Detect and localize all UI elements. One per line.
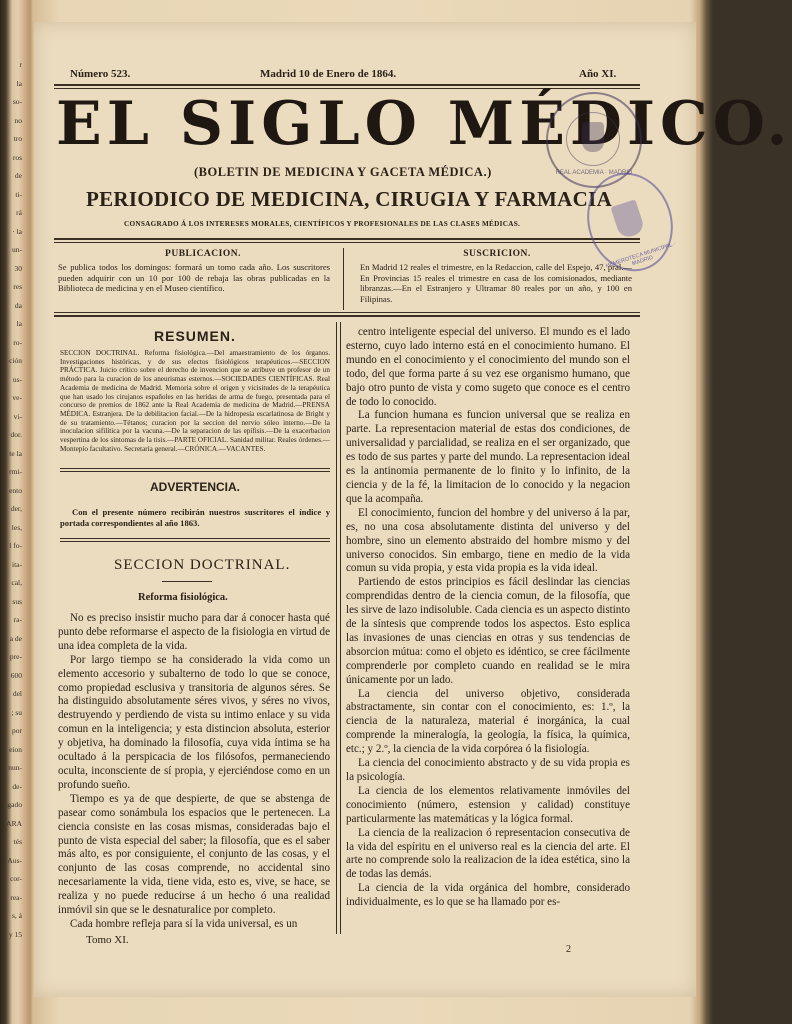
margin-fragment: 30: [14, 263, 22, 273]
margin-fragment: tés: [13, 837, 22, 846]
page-number: 2: [566, 944, 571, 955]
margin-fragment: s, á: [12, 911, 22, 920]
margin-fragment: l fo-: [9, 541, 22, 550]
margin-fragment: por: [12, 726, 22, 735]
margin-fragment: cor-: [10, 874, 22, 883]
margin-fragment: ento: [9, 485, 22, 495]
volume-label: Tomo XI.: [86, 934, 129, 946]
margin-fragment: y 15: [8, 929, 22, 939]
section-ornament: [162, 581, 212, 582]
margin-fragment: te la: [9, 448, 22, 458]
resumen-rule-2: [60, 471, 330, 472]
margin-fragment: les,: [11, 522, 22, 532]
issue-number: Número 523.: [70, 68, 131, 80]
issue-year: Año XI.: [579, 68, 617, 80]
paragraph: Tiempo es ya de que despierte, de que se abstenga de pasear como sonámbula los espacios que le pertenecen. La ciencia consiste en las cosas mismas, consideradas bajo el punto de vista especial del saber; la filosofía, que es el saber más alto, es por consiguiente, el conjunto de las cosas, y el conjunto de las cosas comprende, no accidental sino necesariamente la vida, tiene vida, esto es, vive, se hace, se realiza y no puede reducirse á un hecho ó una realidad inmóvil sin que se le desnaturalice por completo.: [58, 792, 330, 917]
masthead-title: EL SIGLO MÉDICO.: [56, 89, 792, 159]
margin-fragment: · la: [12, 226, 22, 236]
advertencia-text: Con el presente número recibirán nuestros suscritores el índice y portada correspondientes al año 1863.: [60, 507, 330, 528]
right-column-text: [346, 326, 630, 910]
margin-fragment: res: [13, 282, 22, 291]
margin-fragment: de-: [12, 781, 22, 791]
newspaper-page: [34, 22, 792, 997]
paragraph: La ciencia de la realizacion ó representacion consecutiva de la vida del espíritu en el universo real es la ciencia del arte. El arte no comprende solo la realizacion de la idea estética, sino la de todas las demás.: [346, 826, 630, 881]
margin-fragment: da: [14, 300, 22, 310]
margin-fragment: la: [16, 78, 22, 88]
margin-fragment: rá: [16, 208, 22, 217]
masthead-subtitle: (BOLETIN DE MEDICINA Y GACETA MÉDICA.): [194, 165, 492, 179]
margin-fragment: sus: [12, 596, 22, 606]
paragraph: Por largo tiempo se ha considerado la vida como un elemento accesorio y subalterno de todo lo que se conoce, como propiedad esclusiva y transitoria de algunos séres. Se ha distinguido absolutamente séres vivos, y séres no vivos, destruyendo y perdiendo de vista su intimo enlace y su vida comun en la inteligencia; y esta distincion absoluta, esterior y objetiva, ha dominado la filosofía, cuya vida íntima se ha ocultado á la perspicacia de los filósofos, permaneciendo oculta, inconsciente de sí propia, y ejerciéndose como en un profundo sueño.: [58, 653, 330, 791]
resumen-heading: RESUMEN.: [154, 328, 236, 344]
header-rule: [54, 84, 640, 86]
margin-fragment: eion: [9, 744, 22, 754]
margin-fragment: 600: [10, 670, 22, 680]
margin-fragment: ción: [9, 356, 22, 365]
margin-fragment: un-: [12, 245, 22, 254]
section-heading: SECCION DOCTRINAL.: [114, 557, 291, 573]
masthead-rule-thin: [54, 242, 640, 243]
margin-fragment: so-: [12, 97, 22, 106]
margin-fragment: no: [14, 115, 22, 125]
margin-fragment: ro-: [13, 337, 22, 347]
margin-fragment: dor.: [10, 430, 22, 439]
margin-fragment: tro: [13, 134, 22, 143]
margin-fragment: a de: [9, 633, 22, 643]
margin-fragment: ita-: [12, 559, 22, 569]
margin-fragment: Aus-: [7, 855, 22, 865]
advertencia-rule-2: [60, 541, 330, 542]
paragraph: La ciencia de la vida orgánica del hombre, considerado individualmente, es lo que se ha llamado por es-: [346, 882, 630, 909]
margin-fragment: rmi-: [9, 467, 22, 476]
box-bottom-rule-thick: [54, 315, 640, 317]
margin-fragment: ra-: [13, 615, 22, 624]
paragraph: Partiendo de estos principios es fácil deslindar las ciencias comprendidas dentro de la ciencia comun, de la filosofía, que les sirve de lazo indisoluble. Cada ciencia es un aspecto distinto de la síntesis que comprende todos los aspectos. Esto esplica las invasiones de unas ciencias en otras y sus tendencias de absorcion mútua: como el objeto es idéntico, se cree fácilmente comprenderle por completo cuando en realidad se le mira únicamente por un lado.: [346, 576, 630, 686]
margin-fragment: cal,: [11, 578, 22, 587]
article-title: Reforma fisiológica.: [138, 592, 228, 603]
margin-fragment: la: [16, 319, 22, 328]
paragraph: centro inteligente especial del universo. El mundo es el lado esterno, cuyo lado interno está en el conocimiento humano. El mundo en el conocimiento y el conocimiento del mundo son el todo, del que forma parte á su vez ese organismo humano, que bajo otro punto de vista y como sugeto que conoce es el centro de todo lo conocido.: [346, 326, 630, 408]
margin-fragment: r: [19, 60, 22, 69]
issue-date: Madrid 10 de Enero de 1864.: [260, 68, 397, 80]
margin-fragment: der,: [10, 504, 22, 513]
masthead-tagline: PERIODICO DE MEDICINA, CIRUGIA Y FARMACIA: [86, 187, 613, 211]
left-column-text: [58, 612, 330, 932]
resumen-text: SECCION DOCTRINAL. Reforma fisiológica.—Del amaestramiento de los órganos. Investigaciones históricas, y de sus efectos fisiológicos terapéuticos.—SECCION PRÁCTICA. Juicio crítico sobre el derecho de invencion que se atribuye un profesor de un método para la curacion de los aneurismas esternos.—SOCIEDADES CIENTÍFICAS. Real Academia de medicina de Madrid. Memoria sobre el origen y vicisitudes de la terapéutica que han usado los cirujanos españoles en las heridas de arma de fuego, presentada para el concurso de premios de 1862 ante la Real Academia de medicina de Madrid.—PRENSA MÉDICA. Estranjera. De la debilitacion facial.—De la hidropesía escarlatinosa de Bright y de su tratamiento.—Tétanos; curacion por la seccion del nervio sóleo interno.—De la inoculacion sifilítica por la vacuna.—De la separacion de las epífisis.—De la exacerbacion vespertina de los síntomas de la tisis.—PARTE OFICIAL. Sanidad militar. Reales órdenes.—Montepío facultativo. Secretaría general.—CRÓNICA.—VACANTES.: [60, 349, 330, 453]
paragraph: La funcion humana es funcion universal que se realiza en parte. La representacion material de estas dos condiciones, de universalidad y parcialidad, se realiza en el ser organizado, que es todo de sus partes y parte del mundo. La representacion ideal es la antinomia permanente de lo finito y lo infinito, de la ciencia y de la fé, la limitacion de lo conocido y la negacion que la acompaña.: [346, 409, 630, 505]
paragraph: El conocimiento, funcion del hombre y del universo á la par, es, no una cosa absolutamente distinta del universo y del hombre, sino un elemento abstraido del hombre mismo y del universo conocidos. Sin embargo, tiene en medio de la vida comun su vida propia, y esta vida propia es la vida ideal.: [346, 506, 630, 575]
column-divider-2: [340, 322, 341, 934]
margin-fragment: ti-: [15, 189, 22, 199]
masthead-rule: [54, 238, 640, 240]
publicacion-text: Se publica todos los domingos: formará un tomo cada año. Los suscritores pueden adquirir con un 10 por 100 de rebaja las obras publicadas en la Biblioteca de medicina y en el Museo científico.: [58, 262, 330, 293]
margin-fragment: ARA: [6, 818, 22, 828]
margin-fragment: vi-: [13, 411, 22, 421]
masthead-dedication: CONSAGRADO Á LOS INTERESES MORALES, CIENTÍFICOS Y PROFESIONALES DE LAS CLASES MÉDICAS.: [124, 220, 521, 228]
paragraph: Cada hombre refleja para sí la vida universal, es un: [70, 917, 298, 930]
paragraph: La ciencia de los elementos relativamente inmóviles del conocimiento (número, estension y calidad) constituye particularmente las matemáticas y la lógica formal.: [346, 784, 630, 825]
margin-fragment: de: [14, 171, 22, 180]
box-divider: [343, 248, 344, 310]
advertencia-heading: ADVERTENCIA.: [150, 480, 241, 494]
margin-fragment: rea-: [10, 892, 22, 902]
paragraph: La ciencia del universo objetivo, considerada abstractamente, sin contar con el conocimiento, es: 1.º, la ciencia de la naturaleza, material é inorgánica, la cual comprende la mineralogía, la geología, la física, la química, etc.; y 2.º, la ciencia de la vida corpórea ó la fisiología.: [346, 687, 630, 756]
publicacion-heading: PUBLICACION.: [165, 249, 241, 259]
paragraph: La ciencia del conocimiento abstracto y de su vida propia es la psicología.: [346, 757, 630, 783]
box-bottom-rule: [54, 312, 640, 313]
column-divider: [336, 322, 337, 934]
margin-fragment: nun-: [8, 763, 22, 772]
oval-stamp-text: HEMEROTECA MUNICIPAL · MADRID: [605, 241, 677, 270]
margin-fragment: us-: [12, 374, 22, 384]
round-stamp-text: REAL ACADEMIA · MADRID: [555, 170, 633, 176]
margin-fragment: gado: [7, 800, 22, 809]
margin-fragment: del: [12, 689, 22, 698]
margin-fragment: ros: [12, 152, 22, 162]
previous-page-margin: [0, 60, 24, 960]
margin-fragment: ve-: [12, 393, 22, 402]
suscricion-heading: SUSCRICION.: [463, 249, 531, 259]
suscricion-text: En Madrid 12 reales el trimestre, en la Redaccion, calle del Espejo, 47, pral.—En Provincias 15 reales el trimestre en casa de los comisionados, mediante libranzas.—En el Estranjero y Ultramar 80 reales por un año, y 100 en Filipinas.: [360, 262, 632, 304]
paragraph: No es preciso insistir mucho para dar á conocer hasta qué punto debe reformarse el aspecto de la fisiologia en virtud de una idea completa de la vida.: [58, 612, 330, 652]
margin-fragment: ; su: [11, 707, 22, 717]
margin-fragment: pre-: [9, 652, 22, 661]
resumen-rule: [60, 468, 330, 469]
advertencia-rule: [60, 538, 330, 539]
